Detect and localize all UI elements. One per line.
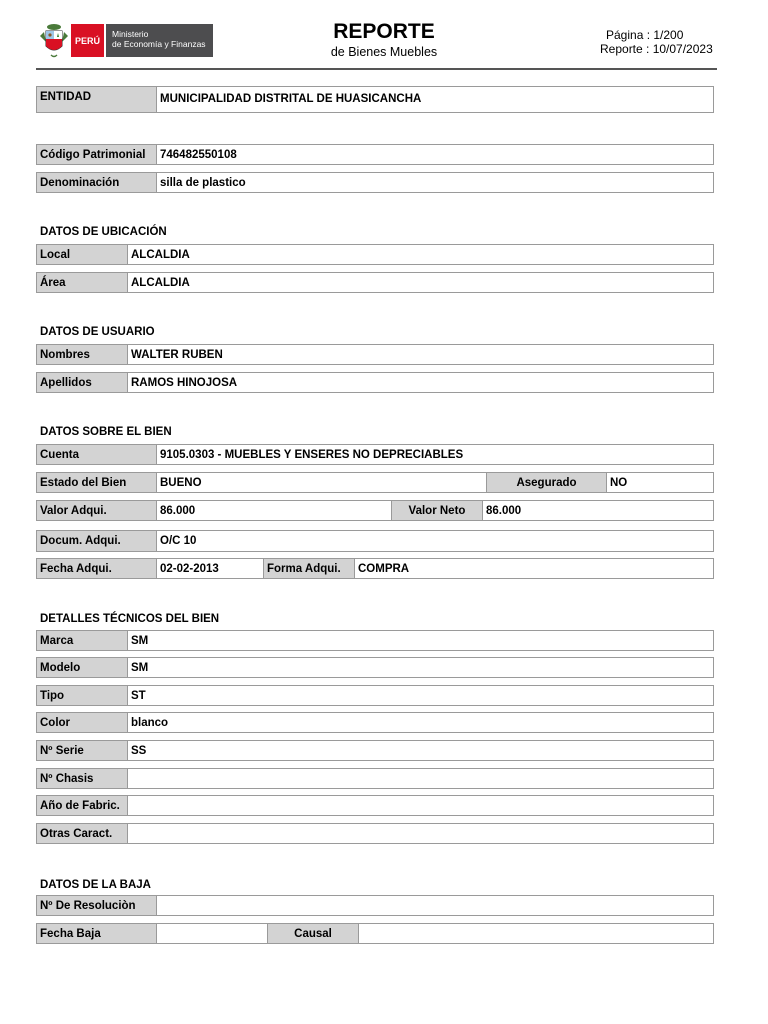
nombres-label: Nombres — [36, 344, 128, 365]
serie-value: SS — [127, 740, 714, 761]
local-label: Local — [36, 244, 128, 265]
fecha-baja-label: Fecha Baja — [36, 923, 157, 944]
valor-adquisicion-label: Valor Adqui. — [36, 500, 157, 521]
documento-adquisicion-value: O/C 10 — [156, 530, 714, 552]
apellidos-value: RAMOS HINOJOSA — [127, 372, 714, 393]
estado-value: BUENO — [156, 472, 487, 493]
serie-label: Nº Serie — [36, 740, 128, 761]
report-subtitle: de Bienes Muebles — [330, 45, 438, 59]
valor-neto-label: Valor Neto — [391, 500, 483, 521]
modelo-value: SM — [127, 657, 714, 678]
causal-label: Causal — [267, 923, 359, 944]
valor-adquisicion-value: 86.000 — [156, 500, 392, 521]
report-date: Reporte : 10/07/2023 — [600, 42, 713, 56]
tecnicos-section-title: DETALLES TÉCNICOS DEL BIEN — [40, 613, 220, 625]
anio-fabricacion-value — [127, 795, 714, 816]
otras-caracteristicas-label: Otras Caract. — [36, 823, 128, 844]
fecha-baja-value — [156, 923, 268, 944]
chasis-label: Nº Chasis — [36, 768, 128, 789]
causal-value — [358, 923, 714, 944]
codigo-patrimonial-label: Código Patrimonial — [36, 144, 157, 165]
cuenta-label: Cuenta — [36, 444, 157, 465]
forma-adquisicion-value: COMPRA — [354, 558, 714, 579]
nombres-value: WALTER RUBEN — [127, 344, 714, 365]
estado-label: Estado del Bien — [36, 472, 157, 493]
codigo-patrimonial-value: 746482550108 — [156, 144, 714, 165]
entidad-label: ENTIDAD — [36, 86, 157, 113]
baja-section-title: DATOS DE LA BAJA — [40, 879, 151, 891]
tipo-value: ST — [127, 685, 714, 706]
header-divider — [36, 68, 717, 70]
asegurado-value: NO — [606, 472, 714, 493]
marca-value: SM — [127, 630, 714, 651]
denominacion-label: Denominación — [36, 172, 157, 193]
usuario-section-title: DATOS DE USUARIO — [40, 326, 155, 338]
fecha-adquisicion-label: Fecha Adqui. — [36, 558, 157, 579]
area-label: Área — [36, 272, 128, 293]
color-label: Color — [36, 712, 128, 733]
ubicacion-section-title: DATOS DE UBICACIÓN — [40, 226, 167, 238]
forma-adquisicion-label: Forma Adqui. — [263, 558, 355, 579]
denominacion-value: silla de plastico — [156, 172, 714, 193]
fecha-adquisicion-value: 02-02-2013 — [156, 558, 264, 579]
chasis-value — [127, 768, 714, 789]
local-value: ALCALDIA — [127, 244, 714, 265]
area-value: ALCALDIA — [127, 272, 714, 293]
cuenta-value: 9105.0303 - MUEBLES Y ENSERES NO DEPRECIABLES — [156, 444, 714, 465]
resolucion-label: Nº De Resoluciòn — [36, 895, 157, 916]
bien-section-title: DATOS SOBRE EL BIEN — [40, 426, 172, 438]
peru-label: PERÚ — [71, 24, 104, 57]
color-value: blanco — [127, 712, 714, 733]
apellidos-label: Apellidos — [36, 372, 128, 393]
marca-label: Marca — [36, 630, 128, 651]
entidad-value: MUNICIPALIDAD DISTRITAL DE HUASICANCHA — [156, 86, 714, 113]
ministerio-line-2: de Economía y Finanzas — [112, 39, 206, 49]
valor-neto-value: 86.000 — [482, 500, 714, 521]
modelo-label: Modelo — [36, 657, 128, 678]
ministerio-line-1: Ministerio — [112, 29, 149, 39]
tipo-label: Tipo — [36, 685, 128, 706]
documento-adquisicion-label: Docum. Adqui. — [36, 530, 157, 552]
resolucion-value — [156, 895, 714, 916]
otras-caracteristicas-value — [127, 823, 714, 844]
anio-fabricacion-label: Año de Fabric. — [36, 795, 128, 816]
asegurado-label: Asegurado — [486, 472, 607, 493]
report-title: REPORTE — [333, 20, 435, 43]
page-number: Página : 1/200 — [606, 28, 684, 42]
